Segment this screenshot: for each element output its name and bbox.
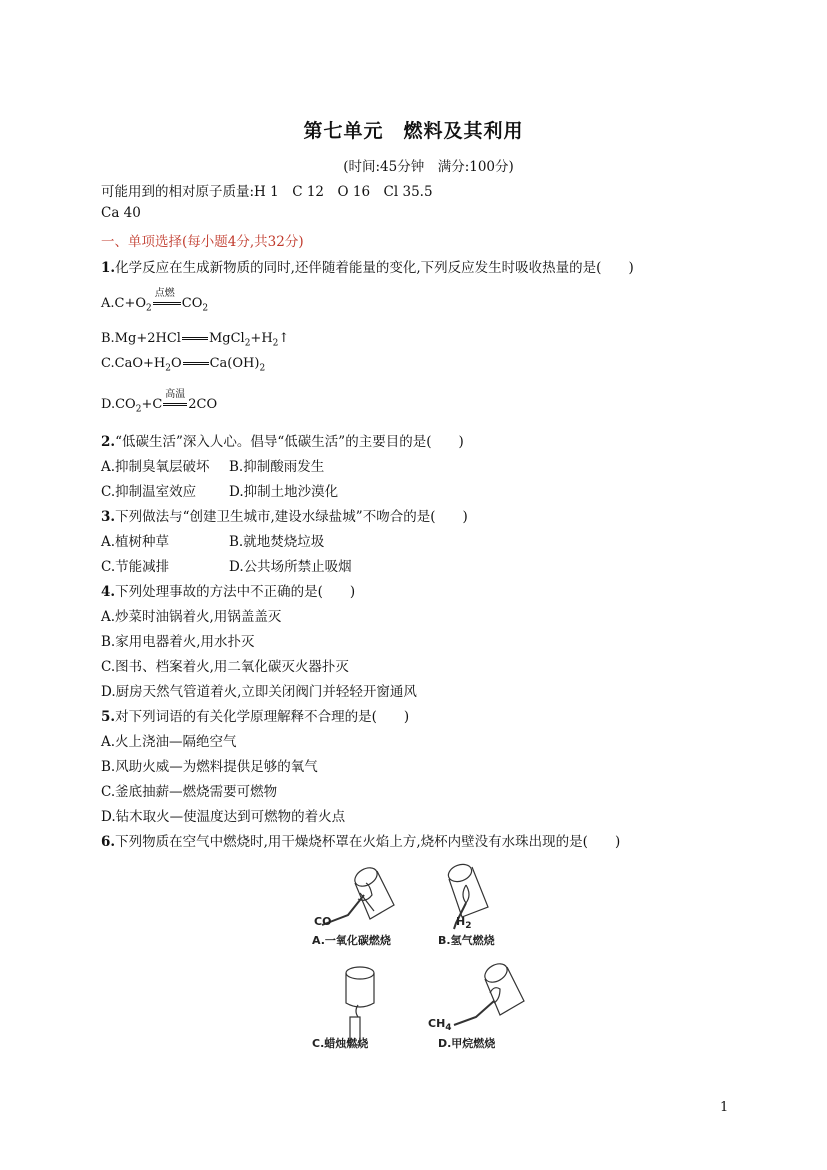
figure-label-b: B.氢气燃烧 — [438, 934, 495, 947]
question-5 — [101, 705, 409, 725]
question-stem: 下列处理事故的方法中不正确的是( ) — [115, 584, 356, 600]
equation-left: C.CaO+H — [101, 356, 166, 371]
equation-tail: +H — [250, 331, 273, 346]
beaker-a-icon — [322, 864, 394, 925]
option-2d: D.抑制土地沙漠化 — [229, 484, 339, 500]
atomic-mass-line-2: Ca 40 — [101, 205, 141, 221]
page-number: 1 — [720, 1100, 729, 1115]
question-number: 2. — [101, 434, 116, 450]
question-number: 1. — [101, 260, 116, 276]
figure-label-a: A.一氧化碳燃烧 — [312, 934, 391, 947]
option-4d: D.厨房天然气管道着火,立即关闭阀门并轻轻开窗通风 — [101, 684, 417, 700]
equation-right: MgCl — [208, 331, 245, 346]
equation-mid: O — [170, 356, 182, 371]
option-3c: C.节能减排 — [101, 559, 170, 575]
atomic-mass-line-1: 可能用到的相对原子质量:H 1 C 12 O 16 Cl 35.5 — [101, 184, 433, 200]
question-stem: 下列做法与“创建卫生城市,建设水绿盐城”不吻合的是( ) — [115, 509, 468, 525]
reaction-condition: 点燃 — [154, 288, 175, 299]
gas-label-a: CO — [314, 915, 332, 928]
gas-label-d: $CH_4$ — [428, 1017, 452, 1034]
equation-sign — [162, 389, 188, 412]
option-4a: A.炒菜时油锅着火,用锅盖盖灭 — [101, 609, 282, 625]
question-1 — [101, 256, 634, 276]
equation-left: B.Mg+2HCl — [101, 331, 181, 346]
page-title: 第七单元 燃料及其利用 — [303, 120, 524, 142]
question-2 — [101, 430, 464, 450]
equation-right: Ca(OH) — [209, 356, 260, 371]
equation-left: A.C+O — [101, 296, 147, 311]
equation-mid: +C — [141, 397, 163, 412]
beaker-d-icon — [454, 960, 524, 1025]
question-stem: 下列物质在空气中燃烧时,用干燥烧杯罩在火焰上方,烧杯内壁没有水珠出现的是( ) — [115, 834, 621, 850]
reaction-condition: 高温 — [165, 389, 186, 400]
question-3 — [101, 505, 468, 525]
option-4b: B.家用电器着火,用水扑灭 — [101, 634, 255, 650]
option-2b: B.抑制酸雨发生 — [229, 459, 325, 475]
option-4c: C.图书、档案着火,用二氧化碳灭火器扑灭 — [101, 659, 349, 675]
question-4 — [101, 580, 355, 600]
gas-arrow: ↑ — [278, 331, 290, 346]
question-number: 5. — [101, 709, 116, 725]
equation-right: CO — [181, 296, 203, 311]
option-5a: A.火上浇油—隔绝空气 — [101, 734, 237, 750]
combustion-figure — [300, 855, 540, 1060]
option-2a: A.抑制臭氧层破坏 — [101, 459, 210, 475]
question-6 — [101, 830, 620, 850]
option-5d: D.钻木取火—使温度达到可燃物的着火点 — [101, 809, 346, 825]
question-stem: 对下列词语的有关化学原理解释不合理的是( ) — [115, 709, 410, 725]
option-1a: $A.C+O_2$ 点燃 $CO_2$ — [101, 296, 208, 314]
gas-label-b: $H_2$ — [456, 915, 472, 932]
figure-label-c: C.蜡烛燃烧 — [312, 1037, 369, 1050]
question-number: 3. — [101, 509, 116, 525]
option-3b: B.就地焚烧垃圾 — [229, 534, 325, 550]
option-5c: C.釜底抽薪—燃烧需要可燃物 — [101, 784, 278, 800]
option-3a: A.植树种草 — [101, 534, 170, 550]
section-heading: 一、单项选择(每小题4分,共32分) — [101, 234, 304, 250]
question-number: 6. — [101, 834, 116, 850]
question-stem: 化学反应在生成新物质的同时,还伴随着能量的变化,下列反应发生时吸收热量的是( ) — [115, 260, 634, 276]
figure-label-d: D.甲烷燃烧 — [438, 1037, 496, 1050]
option-2c: C.抑制温室效应 — [101, 484, 197, 500]
option-1b: B.Mg+2HCl $MgCl_2+H_2↑$ — [101, 331, 290, 349]
exam-info: (时间:45分钟 满分:100分) — [343, 159, 514, 175]
question-number: 4. — [101, 584, 116, 600]
equation-left: D.CO — [101, 397, 136, 412]
beaker-c-icon — [346, 967, 374, 1045]
beaker-diagrams — [300, 855, 540, 1060]
option-5b: B.风助火威—为燃料提供足够的氧气 — [101, 759, 318, 775]
equation-sign — [152, 288, 182, 311]
option-1d: $D.CO_2+C$ 高温 2CO — [101, 397, 217, 415]
option-1c: $C.CaO+H_2O$ $Ca(OH)_2$ — [101, 356, 266, 374]
equation-right: 2CO — [188, 397, 218, 412]
option-3d: D.公共场所禁止吸烟 — [229, 559, 352, 575]
question-stem: “低碳生活”深入人心。倡导“低碳生活”的主要目的是( ) — [115, 434, 464, 450]
